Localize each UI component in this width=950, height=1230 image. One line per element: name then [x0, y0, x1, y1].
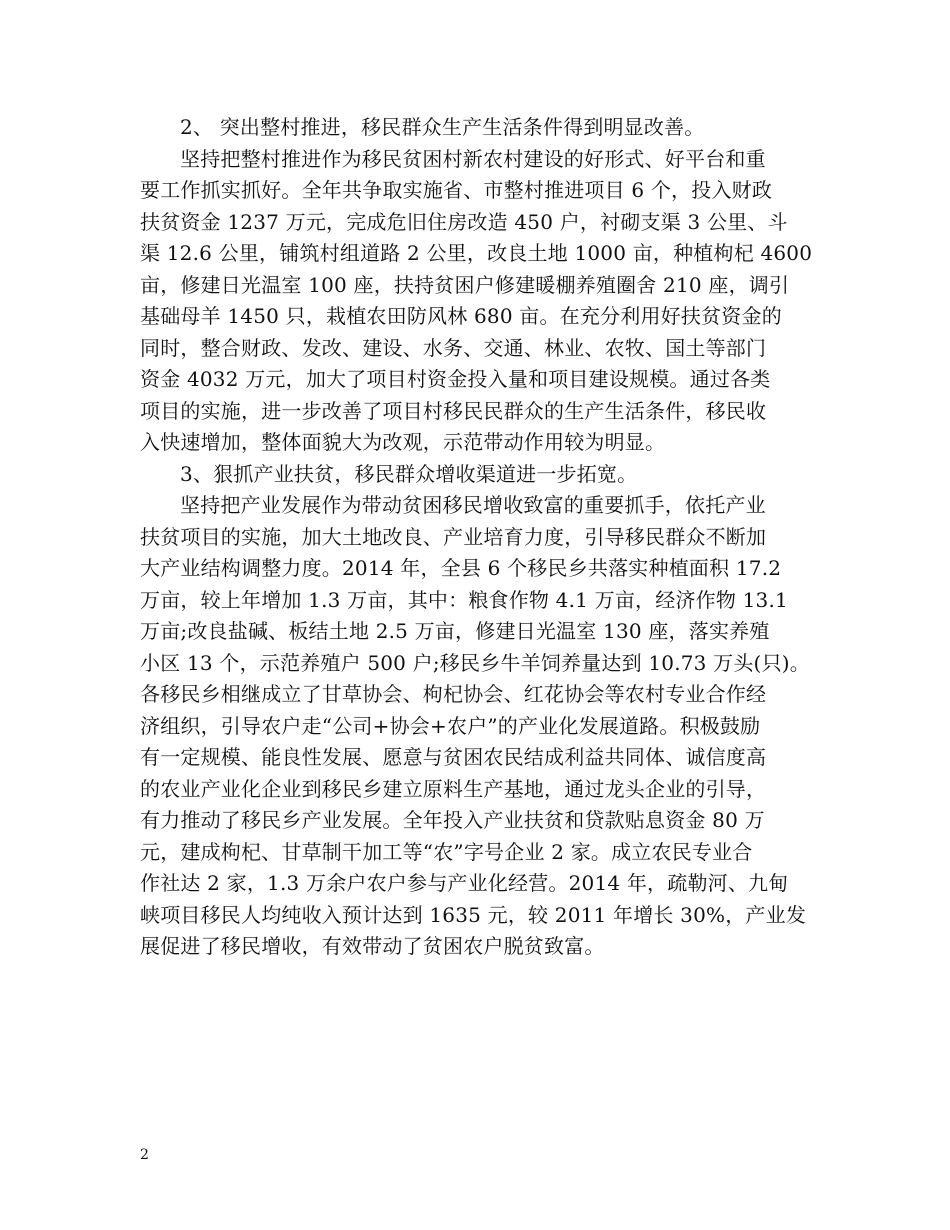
document-body [140, 112, 820, 963]
paragraph-line: 济组织，引导农户走“公司+协会+农户”的产业化发展道路。积极鼓励 [140, 713, 761, 738]
paragraph-line: 同时，整合财政、发改、建设、水务、交通、林业、农牧、国土等部门 [140, 335, 767, 360]
paragraph-line: 万亩;改良盐碱、板结土地 2.5 万亩，修建日光温室 130 座，落实养殖 [140, 619, 770, 643]
page-number: 2 [140, 1147, 149, 1163]
section-heading-3: 3、狠抓产业扶贫，移民群众增收渠道进一步拓宽。 [180, 461, 638, 486]
paragraph-line: 亩，修建日光温室 100 座，扶持贫困户修建暖棚养殖圈舍 210 座，调引 [140, 272, 790, 297]
paragraph-line: 的农业产业化企业到移民乡建立原料生产基地，通过龙头企业的引导， [140, 776, 767, 801]
paragraph-line: 小区 13 个，示范养殖户 500 户;移民乡牛羊饲养量达到 10.73 万头(只)。 [140, 650, 810, 675]
paragraph-line: 基础母羊 1450 只，栽植农田防风林 680 亩。在充分利用好扶贫资金的 [140, 304, 782, 328]
paragraph-line: 坚持把产业发展作为带动贫困移民增收致富的重要抓手，依托产业 [180, 493, 766, 517]
paragraph-line: 要工作抓实抓好。全年共争取实施省、市整村推进项目 6 个，投入财政 [140, 178, 773, 202]
paragraph-line: 渠 12.6 公里，铺筑村组道路 2 公里，改良土地 1000 亩，种植枸杞 4600 [140, 241, 813, 265]
paragraph-line: 扶贫项目的实施，加大土地改良、产业培育力度，引导移民群众不断加 [140, 524, 767, 549]
paragraph-line: 坚持把整村推进作为移民贫困村新农村建设的好形式、好平台和重 [180, 146, 766, 171]
paragraph-line: 项目的实施，进一步改善了项目村移民民群众的生产生活条件，移民收 [140, 398, 767, 423]
paragraph-line: 有力推动了移民乡产业发展。全年投入产业扶贫和贷款贴息资金 80 万 [140, 808, 765, 832]
paragraph-line: 展促进了移民增收，有效带动了贫困农户脱贫致富。 [140, 934, 605, 958]
paragraph-line: 万亩，较上年增加 1.3 万亩，其中：粮食作物 4.1 万亩，经济作物 13.1 [140, 587, 788, 612]
paragraph-line: 作社达 2 家，1.3 万余户农户参与产业化经营。2014 年，疏勒河、九甸 [140, 871, 789, 895]
paragraph-line: 峡项目移民人均纯收入预计达到 1635 元，较 2011 年增长 30%，产业发 [140, 902, 807, 927]
paragraph-line: 各移民乡相继成立了甘草协会、枸杞协会、红花协会等农村专业合作经 [140, 682, 767, 706]
paragraph-line: 元，建成枸杞、甘草制干加工等“农”字号企业 2 家。成立农民专业合 [140, 839, 753, 864]
paragraph-line: 资金 4032 万元，加大了项目村资金投入量和项目建设规模。通过各类 [140, 367, 771, 391]
paragraph-line: 有一定规模、能良性发展、愿意与贫困农民结成利益共同体、诚信度高 [140, 745, 767, 769]
paragraph-line: 扶贫资金 1237 万元，完成危旧住房改造 450 户，衬砌支渠 3 公里、斗 [140, 209, 788, 234]
paragraph-line: 大产业结构调整力度。2014 年，全县 6 个移民乡共落实种植面积 17.2 [140, 556, 782, 580]
section-heading-2: 2、 突出整村推进，移民群众生产生活条件得到明显改善。 [180, 115, 705, 139]
paragraph-line: 入快速增加，整体面貌大为改观，示范带动作用较为明显。 [140, 430, 666, 454]
